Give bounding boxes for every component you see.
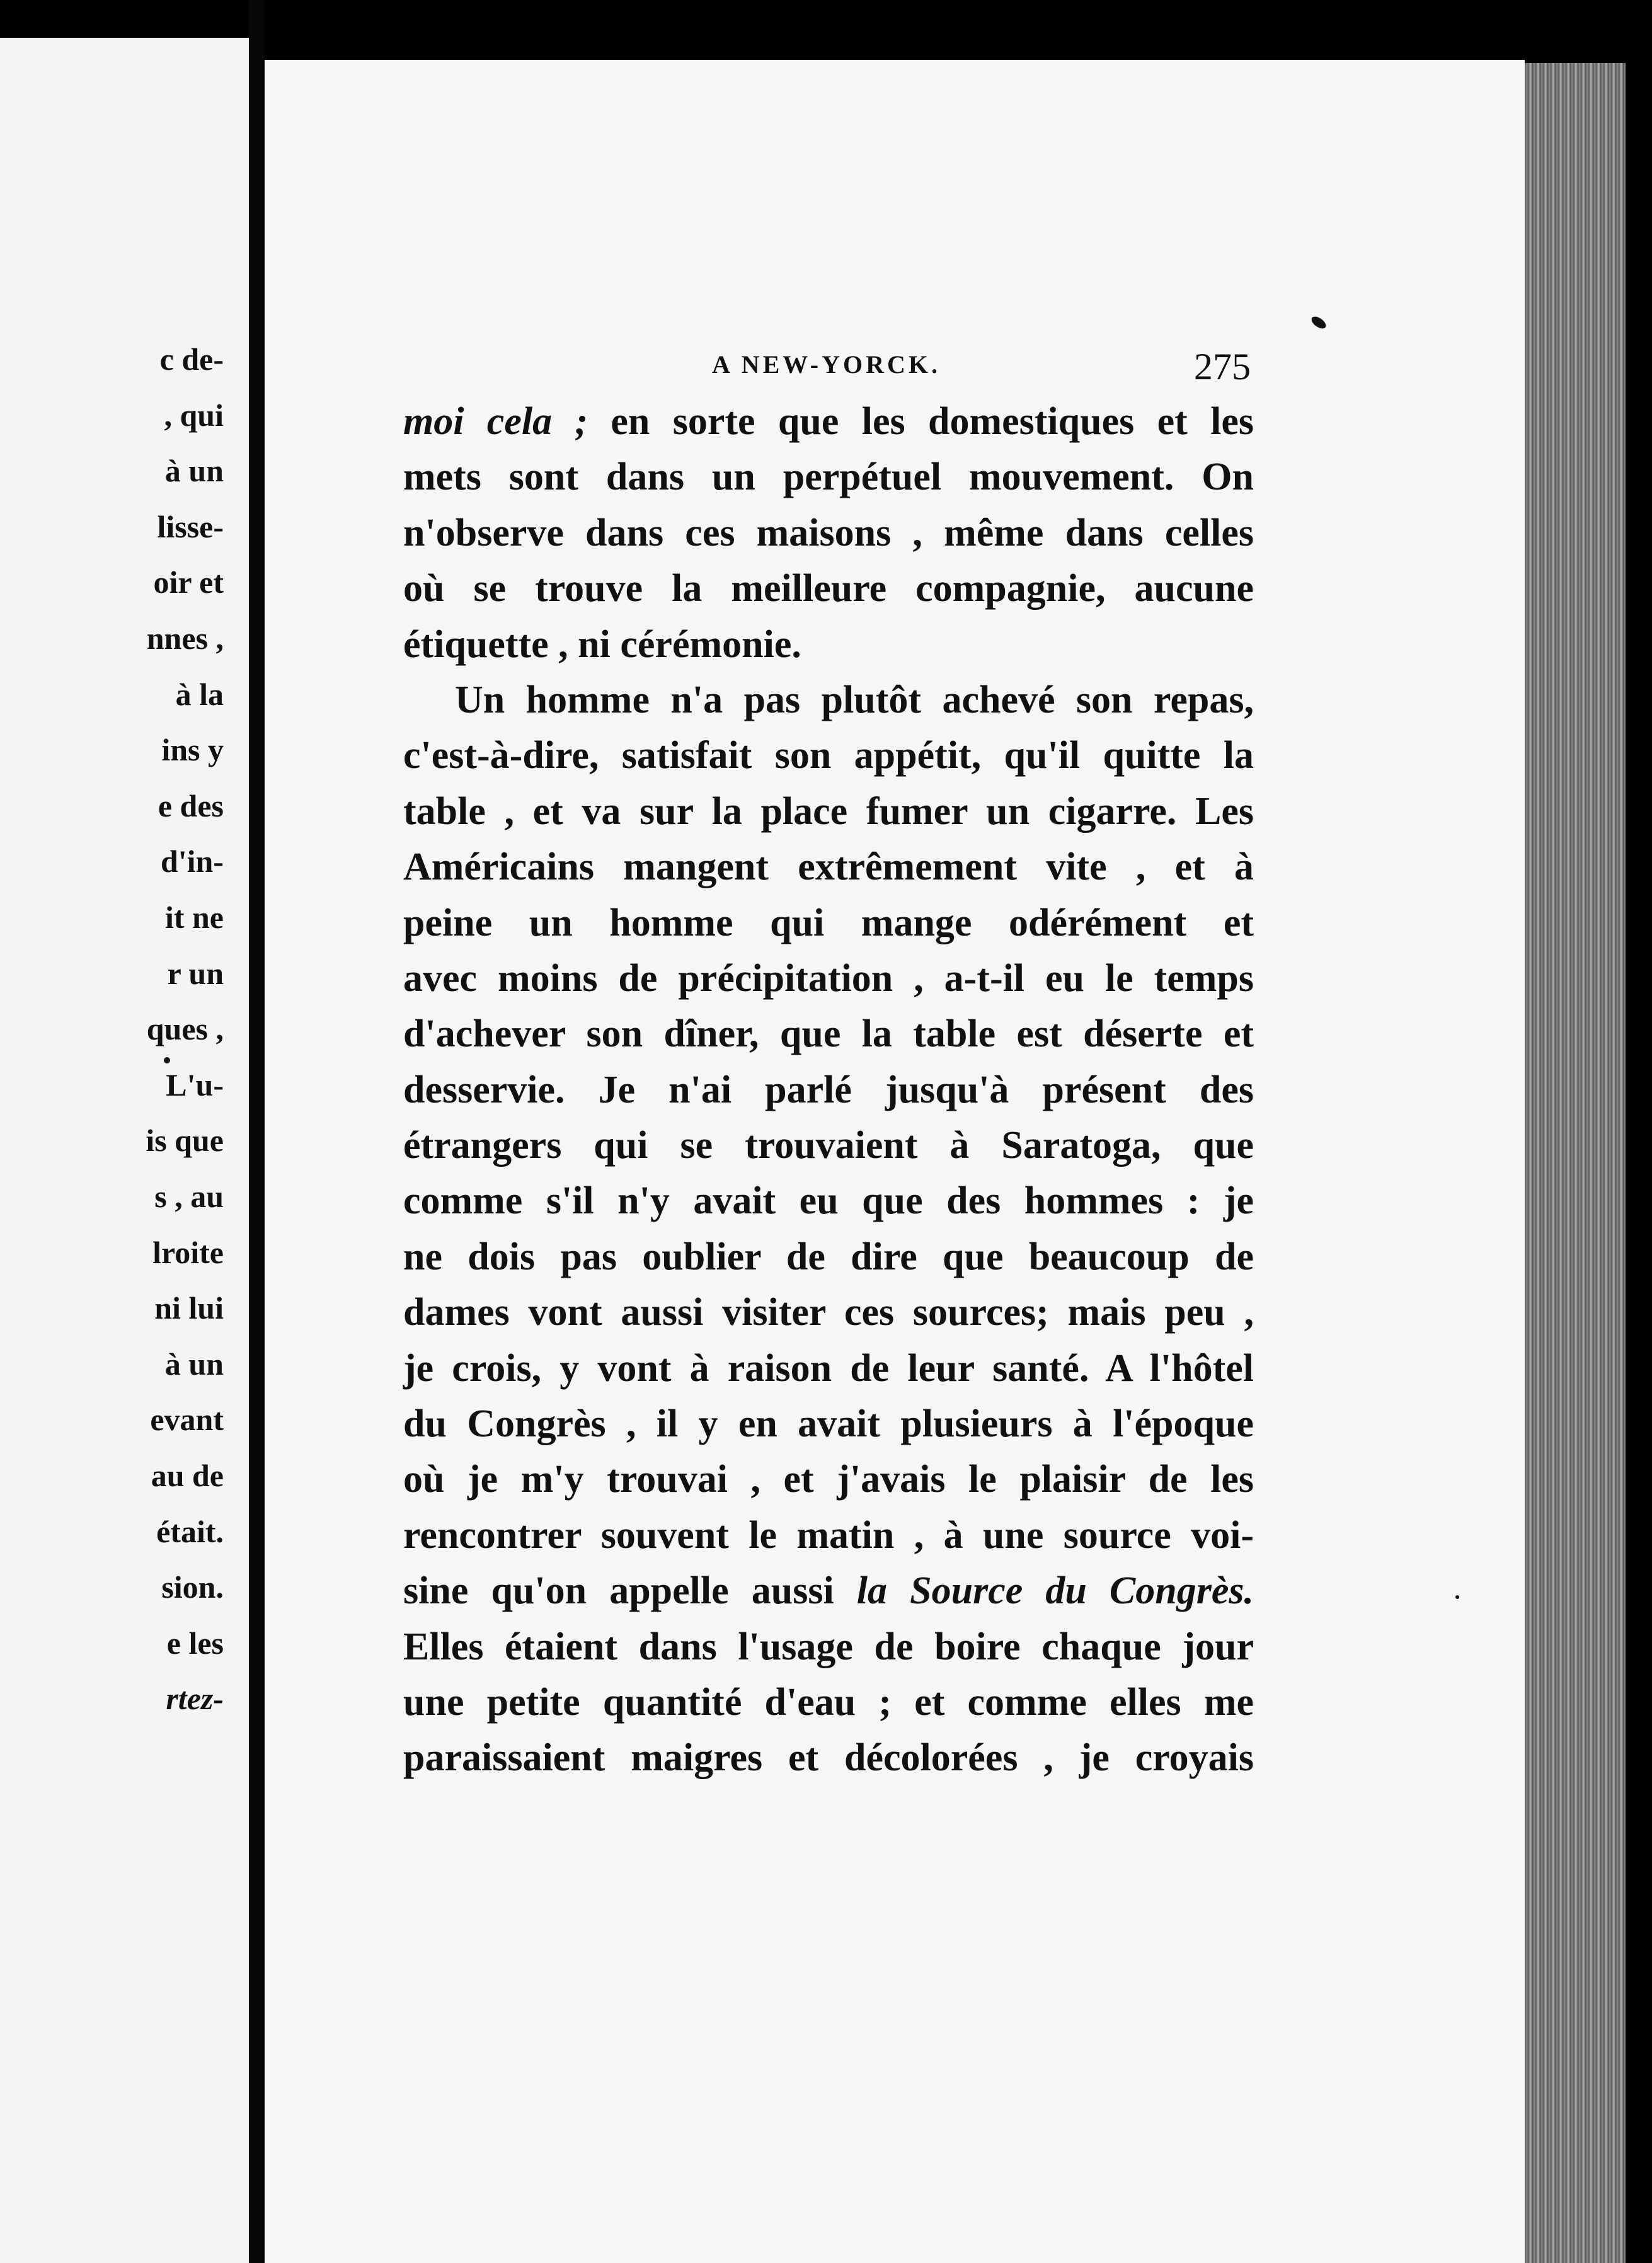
line-text: d'achever son dîner, que la table est déserte et xyxy=(403,1012,1254,1056)
ink-speck xyxy=(164,1057,170,1063)
line-text: ne dois pas oublier de dire que beaucoup de xyxy=(403,1235,1254,1278)
line-text: étrangers qui se trouvaient à Saratoga, que xyxy=(403,1124,1254,1167)
text-line xyxy=(403,1173,1254,1229)
left-page-line-fragment: s , au xyxy=(154,1179,224,1214)
text-line xyxy=(403,895,1254,951)
left-page-line-fragment: evant xyxy=(150,1402,224,1438)
text-line xyxy=(403,839,1254,895)
left-page-line-fragment: e des xyxy=(158,788,224,823)
line-text: sine qu'on appelle aussi xyxy=(403,1569,857,1613)
left-page-line-fragment: lroite xyxy=(152,1234,224,1270)
line-text: avec moins de précipitation , a-t-il eu le temps xyxy=(403,956,1254,1000)
left-page-line-fragment: c de- xyxy=(159,341,224,377)
text-line xyxy=(403,505,1254,561)
text-line xyxy=(403,1062,1254,1118)
text-line xyxy=(403,561,1254,616)
line-text: dames vont aussi visiter ces sources; mais peu , xyxy=(403,1291,1254,1334)
left-page-line-fragment: lisse- xyxy=(157,508,224,544)
text-line xyxy=(403,617,1254,672)
text-line xyxy=(403,1619,1254,1675)
ink-speck xyxy=(1455,1595,1459,1599)
page-number: 275 xyxy=(1194,346,1251,387)
text-line xyxy=(403,1396,1254,1452)
left-page-line-fragment: à un xyxy=(164,1346,224,1382)
line-text: rencontrer souvent le matin , à une source voi- xyxy=(403,1513,1254,1557)
line-text: en sorte que les domestiques et les xyxy=(588,400,1254,443)
left-page-line-fragment: ins y xyxy=(161,732,224,768)
left-page-line-fragment: it ne xyxy=(164,900,224,935)
text-line xyxy=(403,1285,1254,1340)
left-page-line-fragment: ni lui xyxy=(154,1290,224,1326)
left-page-line-fragment: à un xyxy=(164,453,224,489)
line-text: peine un homme qui mange odérément et xyxy=(403,901,1254,944)
text-line xyxy=(403,1006,1254,1062)
left-page-line-fragment: r un xyxy=(167,955,224,991)
left-page-line-fragment: , qui xyxy=(164,397,224,433)
left-page-line-fragment: nnes , xyxy=(146,621,224,656)
left-page-line-fragment: était. xyxy=(156,1513,224,1549)
line-text: Un homme n'a pas plutôt achevé son repas, xyxy=(455,678,1254,721)
line-text: comme s'il n'y avait eu que des hommes : je xyxy=(403,1179,1254,1223)
text-line xyxy=(403,1452,1254,1507)
left-page-line-fragment: au de xyxy=(151,1458,224,1493)
page-edge xyxy=(1525,63,1626,2263)
line-text: mets sont dans un perpétuel mouvement. On xyxy=(403,455,1254,499)
line-text: table , et va sur la place fumer un cigarre. Les xyxy=(403,789,1254,833)
line-text: Elles étaient dans l'usage de boire chaque jour xyxy=(403,1625,1254,1668)
line-text: une petite quantité d'eau ; et comme elles me xyxy=(403,1680,1254,1724)
gutter xyxy=(249,0,265,2263)
line-text: du Congrès , il y en avait plusieurs à l'époque xyxy=(403,1402,1254,1446)
left-page-line-fragment: oir et xyxy=(153,564,224,600)
italic-text: moi cela ; xyxy=(403,400,588,443)
line-text: je crois, y vont à raison de leur santé. A l'hôtel xyxy=(403,1346,1254,1390)
line-text: où se trouve la meilleure compagnie, aucune xyxy=(403,567,1254,610)
text-line xyxy=(403,672,1254,728)
left-page-line-fragment: rtez- xyxy=(166,1681,224,1717)
italic-text: la Source du Congrès. xyxy=(856,1569,1254,1613)
body-text xyxy=(403,394,1254,1786)
left-page-line-fragment: is que xyxy=(146,1123,224,1159)
line-text: étiquette , ni cérémonie. xyxy=(403,622,801,666)
text-line xyxy=(403,1730,1254,1785)
text-line xyxy=(403,1563,1254,1618)
text-line xyxy=(403,1341,1254,1396)
line-text: Américains mangent extrêmement vite , et à xyxy=(403,845,1254,889)
left-page-line-fragment: ques , xyxy=(146,1011,224,1047)
line-text: où je m'y trouvai , et j'avais le plaisir de les xyxy=(403,1458,1254,1501)
line-text: n'observe dans ces maisons , même dans celles xyxy=(403,511,1254,554)
left-page-line-fragment: d'in- xyxy=(160,844,224,879)
text-line xyxy=(403,784,1254,839)
line-text: desservie. Je n'ai parlé jusqu'à présent des xyxy=(403,1068,1254,1111)
line-text: c'est-à-dire, satisfait son appétit, qu'il quitte la xyxy=(403,734,1254,777)
text-line xyxy=(403,728,1254,783)
text-line xyxy=(403,449,1254,505)
text-line xyxy=(403,1508,1254,1563)
left-page-line-fragment: à la xyxy=(175,676,224,712)
left-page-line-fragment: L'u- xyxy=(166,1067,224,1103)
left-page-line-fragment: e les xyxy=(166,1625,224,1661)
line-text: paraissaient maigres et décolorées , je croyais xyxy=(403,1736,1254,1780)
left-page-line-fragment: sion. xyxy=(161,1569,224,1605)
text-line xyxy=(403,394,1254,449)
previous-page-fragment xyxy=(0,38,249,2263)
text-line xyxy=(403,1675,1254,1730)
text-line xyxy=(403,1118,1254,1173)
running-head: A NEW-YORCK. xyxy=(712,350,941,379)
text-line xyxy=(403,951,1254,1006)
text-line xyxy=(403,1229,1254,1285)
